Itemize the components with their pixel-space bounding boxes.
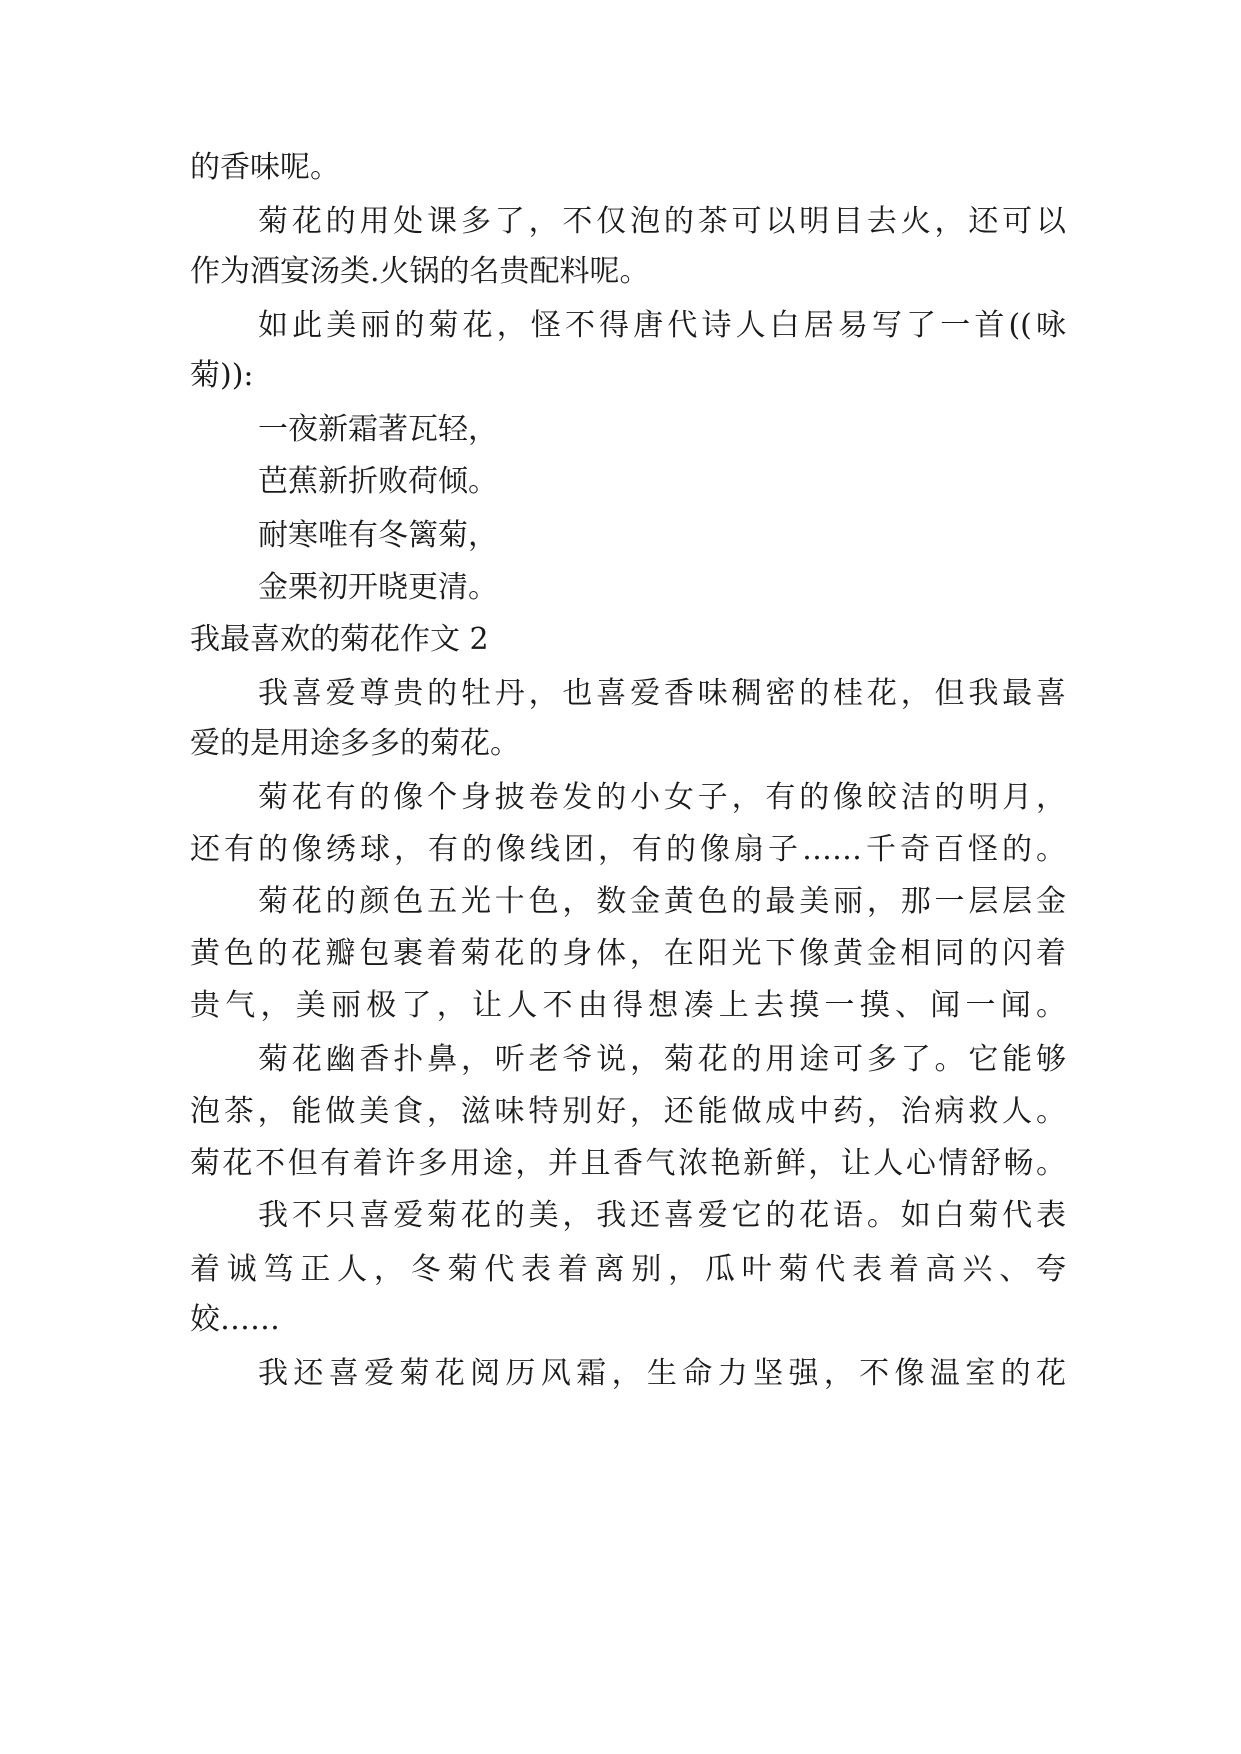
text-line: 菊花的用处课多了，不仅泡的茶可以明目去火，还可以 [258,204,1066,239]
poem-line: 金栗初开晓更清。 [258,570,498,605]
text-line: 菊花幽香扑鼻，听老爷说，菊花的用途可多了。它能够 [258,1042,1066,1077]
poem-line: 耐寒唯有冬篱菊， [258,518,498,553]
text-line: 菊花的颜色五光十色，数金黄色的最美丽，那一层层金 [258,884,1066,919]
text-line: 还有的像绣球，有的像线团，有的像扇子……千奇百怪的。 [190,832,1066,867]
poem-line: 一夜新霜著瓦轻， [258,412,498,447]
text-line: 我不只喜爱菊花的美，我还喜爱它的花语。如白菊代表 [258,1198,1066,1233]
poem-line: 芭蕉新折败荷倾。 [258,464,498,499]
text-line: 菊花有的像个身披卷发的小女子，有的像皎洁的明月， [258,780,1066,815]
text-line: 姣…… [190,1302,280,1337]
section-title: 我最喜欢的菊花作文 2 [190,622,489,657]
text-line: 菊)): [190,358,254,393]
text-line: 我还喜爱菊花阅历风霜，生命力坚强，不像温室的花 [258,1356,1066,1391]
text-line: 作为酒宴汤类.火锅的名贵配料呢。 [190,254,650,289]
text-line: 黄色的花瓣包裹着菊花的身体，在阳光下像黄金相同的闪着 [190,936,1066,971]
text-line: 的香味呢。 [190,150,340,185]
text-line: 爱的是用途多多的菊花。 [190,726,520,761]
text-line: 如此美丽的菊花，怪不得唐代诗人白居易写了一首((咏 [258,308,1066,343]
text-line: 着诚笃正人，冬菊代表着离别，瓜叶菊代表着高兴、夸 [190,1252,1066,1287]
text-line: 我喜爱尊贵的牡丹，也喜爱香味稠密的桂花，但我最喜 [258,676,1066,711]
text-line: 泡茶，能做美食，滋味特别好，还能做成中药，治病救人。 [190,1094,1066,1129]
text-line: 菊花不但有着许多用途，并且香气浓艳新鲜，让人心情舒畅。 [190,1146,1066,1181]
text-line: 贵气，美丽极了，让人不由得想凑上去摸一摸、闻一闻。 [190,988,1066,1023]
